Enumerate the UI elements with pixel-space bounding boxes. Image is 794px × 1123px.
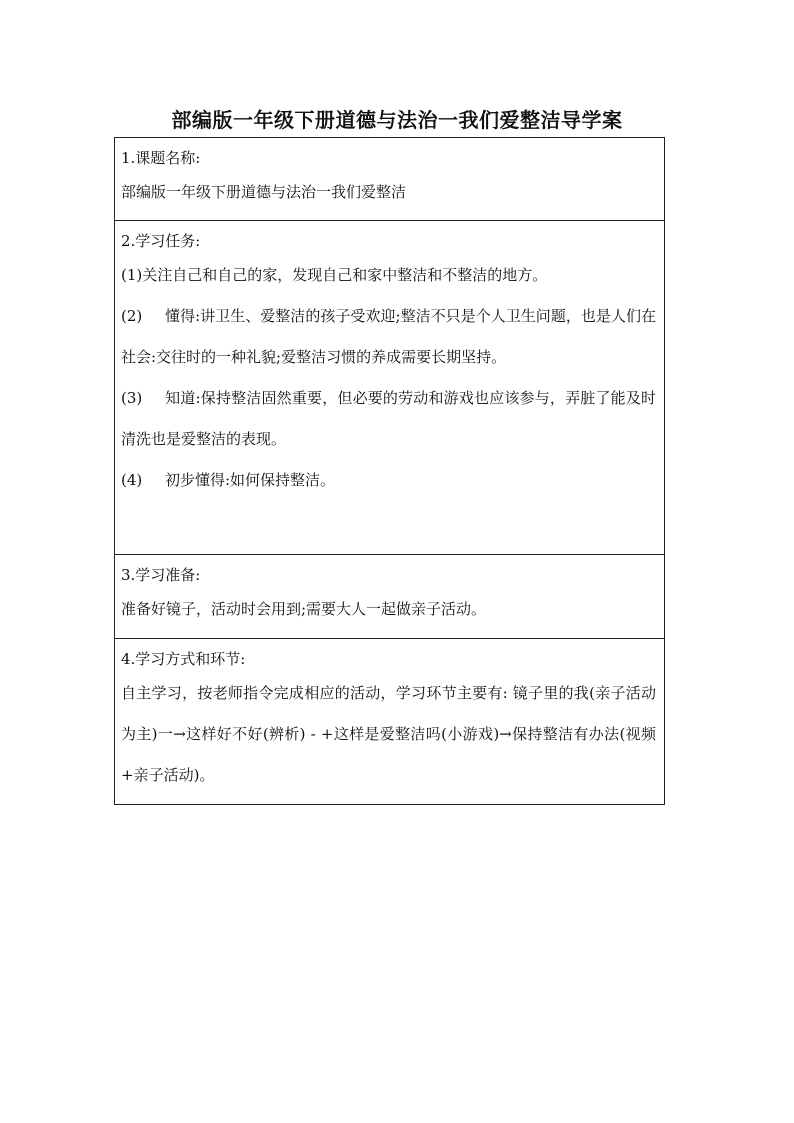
tasks-heading: 2.学习任务:	[121, 232, 201, 250]
topic-row	[115, 138, 665, 221]
task-number: (3)	[121, 389, 143, 407]
task-text: 关注自己和自己的家，发现自己和家中整洁和不整洁的地方。	[142, 266, 548, 284]
method-cell	[115, 639, 665, 805]
study-plan-table	[114, 137, 665, 805]
preparation-heading: 3.学习准备:	[121, 566, 201, 584]
method-heading: 4.学习方式和环节:	[121, 650, 246, 668]
preparation-cell	[115, 555, 665, 639]
preparation-content: 准备好镜子，活动时会用到;需要大人一起做亲子活动。	[121, 600, 487, 618]
task-text: 初步懂得:如何保持整洁。	[165, 471, 336, 489]
task-text: 知道:保持整洁固然重要，但必要的劳动和游戏也应该参与，弄脏了能及时清洗也是爱整洁的表现。	[121, 389, 656, 448]
document-title: 部编版一年级下册道德与法治一我们爱整洁导学案	[171, 108, 623, 132]
task-number: (4)	[121, 471, 143, 489]
task-item-2	[121, 296, 656, 378]
task-text: 懂得:讲卫生、爱整洁的孩子受欢迎;整洁不只是个人卫生问题，也是人们在社会:交往时的一种礼貌;爱整洁习惯的养成需要长期坚持。	[121, 307, 656, 366]
topic-cell	[115, 138, 665, 221]
tasks-row	[115, 221, 665, 555]
task-item-4	[121, 460, 656, 501]
method-content: 自主学习，按老师指令完成相应的活动，学习环节主要有: 镜子里的我(亲子活动为主)一→这样好不好(辨析) - +这样是爱整洁吗(小游戏)→保持整洁有办法(视频+亲子活动)。	[121, 684, 656, 784]
preparation-row	[115, 555, 665, 639]
method-row	[115, 639, 665, 805]
task-item-1	[121, 255, 656, 296]
task-number: (1)	[121, 266, 143, 284]
topic-heading: 1.课题名称:	[121, 149, 201, 167]
topic-content: 部编版一年级下册道德与法治一我们爱整洁	[121, 183, 407, 201]
task-item-3	[121, 378, 656, 460]
task-number: (2)	[121, 307, 143, 325]
tasks-cell	[115, 221, 665, 555]
